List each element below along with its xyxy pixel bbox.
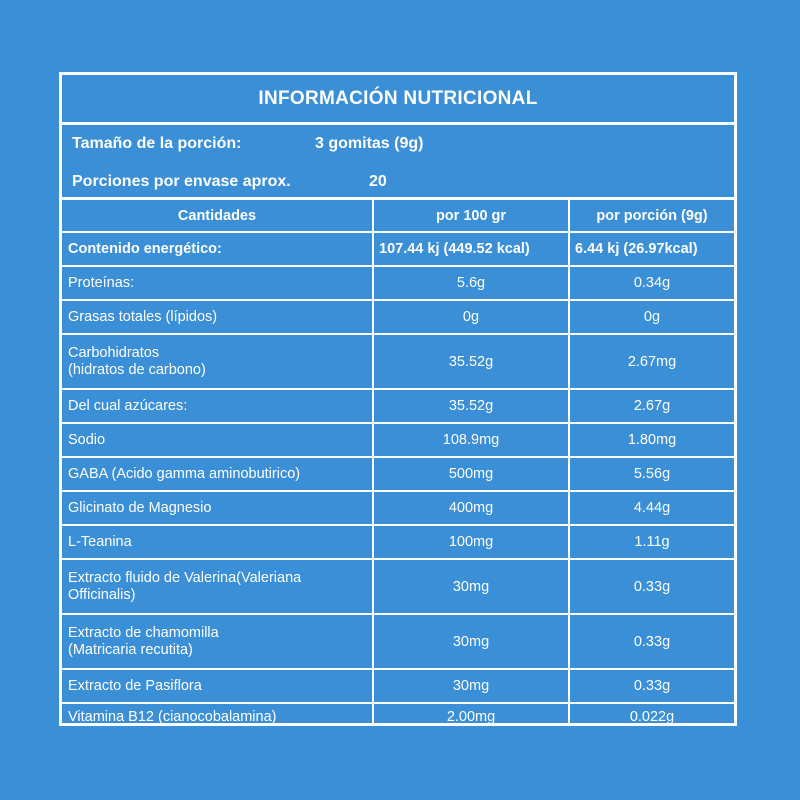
servings-count-label: Porciones por envase aprox. [72,173,291,190]
value-per-serving: 4.44g [569,491,734,525]
table-row [62,703,734,723]
servings-count-line [72,171,387,193]
value-per-serving: 0.33g [569,614,734,669]
value-per-serving: 0.34g [569,266,734,300]
nutrient-name: Extracto de Pasiflora [62,669,373,703]
table-header-row [62,200,734,232]
servings-count-value: 20 [369,173,387,190]
value-per-100g: 0g [373,300,569,334]
nutrition-table [62,200,734,723]
table-row [62,389,734,423]
value-per-serving: 1.80mg [569,423,734,457]
nutrition-table-wrap [62,200,734,723]
nutrient-name: Contenido energético: [62,232,373,266]
value-per-100g: 108.9mg [373,423,569,457]
value-per-100g: 30mg [373,614,569,669]
nutrient-name: GABA (Acido gamma aminobutirico) [62,457,373,491]
value-per-100g: 35.52g [373,334,569,389]
table-row [62,525,734,559]
nutrient-name: Glicinato de Magnesio [62,491,373,525]
value-per-100g: 400mg [373,491,569,525]
serving-size-value: 3 gomitas (9g) [315,135,424,152]
value-per-serving: 0.022g [569,703,734,723]
nutrient-name: Extracto de chamomilla (Matricaria recutita) [62,614,373,669]
value-per-100g: 500mg [373,457,569,491]
serving-info [62,125,734,200]
table-row [62,232,734,266]
table-row [62,614,734,669]
nutrient-name: L-Teanina [62,525,373,559]
header-per-serving: por porción (9g) [569,200,734,232]
nutrient-name: Proteínas: [62,266,373,300]
value-per-100g: 30mg [373,559,569,614]
nutrient-name: Carbohidratos (hidratos de carbono) [62,334,373,389]
value-per-100g: 107.44 kj (449.52 kcal) [373,232,569,266]
value-per-serving: 0g [569,300,734,334]
nutrient-name: Del cual azúcares: [62,389,373,423]
serving-size-line [72,133,424,155]
value-per-serving: 0.33g [569,559,734,614]
value-per-serving: 1.11g [569,525,734,559]
nutrient-name: Sodio [62,423,373,457]
table-row [62,669,734,703]
table-row [62,334,734,389]
nutrient-name: Extracto fluido de Valerina(Valeriana Officinalis) [62,559,373,614]
value-per-100g: 100mg [373,525,569,559]
table-row [62,266,734,300]
value-per-serving: 2.67g [569,389,734,423]
value-per-100g: 30mg [373,669,569,703]
header-per-100g: por 100 gr [373,200,569,232]
table-row [62,300,734,334]
value-per-100g: 2.00mg [373,703,569,723]
panel-title: INFORMACIÓN NUTRICIONAL [62,75,734,125]
value-per-serving: 0.33g [569,669,734,703]
nutrition-panel [59,72,737,726]
nutrient-name: Grasas totales (lípidos) [62,300,373,334]
value-per-serving: 6.44 kj (26.97kcal) [569,232,734,266]
value-per-serving: 5.56g [569,457,734,491]
value-per-serving: 2.67mg [569,334,734,389]
nutrient-name: Vitamina B12 (cianocobalamina) [62,703,373,723]
table-row [62,457,734,491]
value-per-100g: 35.52g [373,389,569,423]
table-row [62,559,734,614]
value-per-100g: 5.6g [373,266,569,300]
table-row [62,423,734,457]
header-quantities: Cantidades [62,200,373,232]
table-row [62,491,734,525]
serving-size-label: Tamaño de la porción: [72,135,242,152]
